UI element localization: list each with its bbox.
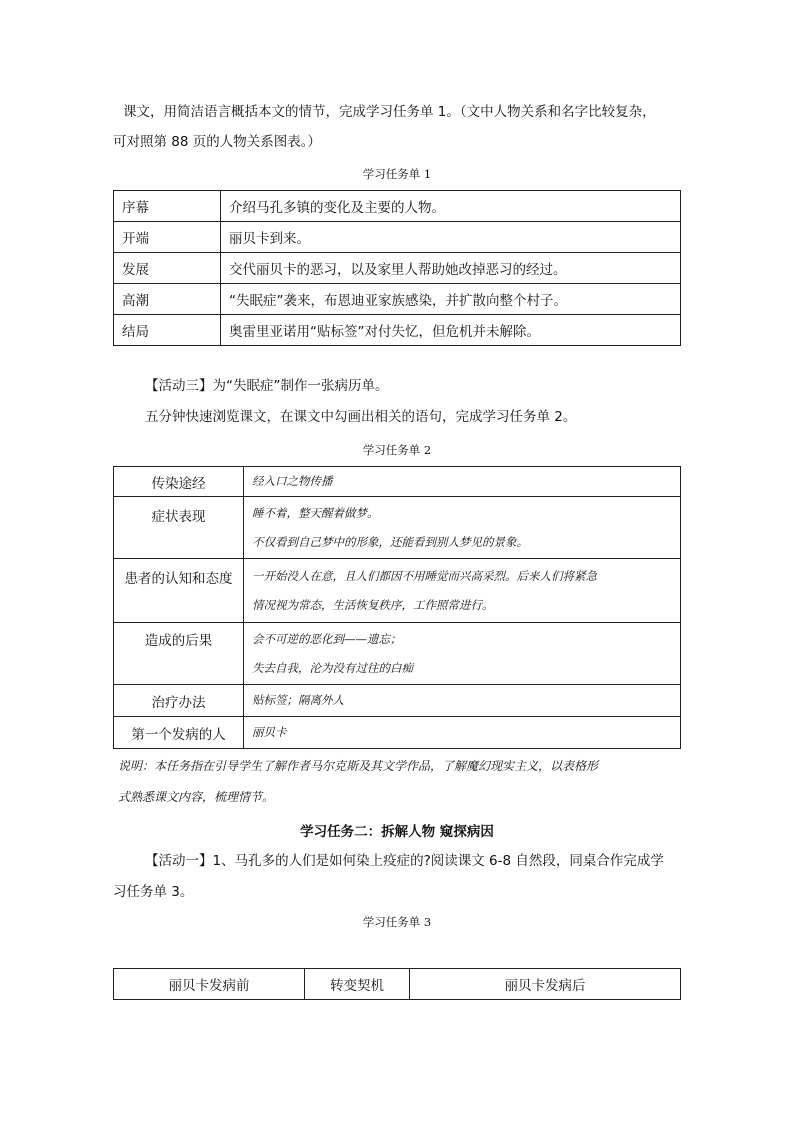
table-row: [114, 685, 681, 717]
table2-value-line: 失去自我，沦为没有过往的白痴: [252, 660, 413, 675]
table2-label: 造成的后果: [114, 623, 244, 685]
task2-heading: 学习任务二：拆解人物 窥探病因: [300, 824, 494, 840]
table1-text: 介绍马孔多镇的变化及主要的人物。: [221, 191, 681, 222]
table-row: [114, 222, 681, 253]
note-line-1: 说明：本任务指在引导学生了解作者马尔克斯及其文学作品，了解魔幻现实主义，以表格形: [118, 759, 599, 773]
table-row: [114, 315, 681, 346]
table-row: [114, 497, 681, 559]
table-row: [114, 969, 681, 1000]
table1-label: 开端: [114, 222, 221, 253]
table-row: [114, 623, 681, 685]
table2-value-line: 丽贝卡: [252, 725, 287, 740]
intro-line-2: 可对照第 88 页的人物关系图表。）: [113, 134, 322, 150]
activity1-line-1: 【活动一】1、马孔多的人们是如何染上疫症的?阅读课文 6-8 自然段，同桌合作完成学: [145, 853, 664, 869]
table2-value-line: 贴标签；隔离外人: [252, 693, 344, 708]
table2-value-line: 情况视为常态，生活恢复秩序，工作照常进行。: [252, 597, 494, 612]
table-row: [114, 467, 681, 497]
table1-text: “失眠症”袭来，布恩迪亚家族感染，并扩散向整个村子。: [221, 284, 681, 315]
activity3-title: 【活动三】为“失眠症”制作一张病历单。: [145, 378, 389, 394]
table1-text: 奥雷里亚诺用“贴标签”对付失忆，但危机并未解除。: [221, 315, 681, 346]
table1-text: 交代丽贝卡的恶习，以及家里人帮助她改掉恶习的经过。: [221, 253, 681, 284]
task-table-3: [113, 968, 681, 1000]
table2-value-line: 会不可逆的恶化到——遗忘；: [252, 631, 402, 646]
table2-label: 治疗办法: [114, 685, 244, 717]
table-row: [114, 253, 681, 284]
table-row: [114, 191, 681, 222]
activity1-line-2: 习任务单 3。: [113, 884, 194, 900]
table1-text: 丽贝卡到来。: [221, 222, 681, 253]
table1-label: 高潮: [114, 284, 221, 315]
table3-header: 转变契机: [305, 969, 410, 1000]
table2-label: 患者的认知和态度: [114, 559, 244, 623]
table1-caption: 学习任务单 1: [362, 167, 432, 181]
table2-label: 传染途经: [114, 467, 244, 497]
table-row: [114, 717, 681, 749]
table3-header: 丽贝卡发病前: [114, 969, 305, 1000]
table2-value-line: 一开始没人在意，且人们都因不用睡觉而兴高采烈。后来人们将紧急: [252, 568, 597, 583]
table1-label: 发展: [114, 253, 221, 284]
table1-label: 序幕: [114, 191, 221, 222]
table-row: [114, 559, 681, 623]
task-table-1: [113, 190, 681, 346]
table2-label: 第一个发病的人: [114, 717, 244, 749]
table3-caption: 学习任务单 3: [362, 915, 432, 929]
table2-caption: 学习任务单 2: [362, 443, 432, 457]
table2-value-line: 睡不着，整天醒着做梦。: [252, 505, 379, 520]
activity3-desc: 五分钟快速浏览课文，在课文中勾画出相关的语句，完成学习任务单 2。: [145, 409, 577, 425]
table2-label: 症状表现: [114, 497, 244, 559]
table2-value-line: 不仅看到自己梦中的形象，还能看到别人梦见的景象。: [252, 534, 528, 549]
table-row: [114, 284, 681, 315]
table3-header: 丽贝卡发病后: [410, 969, 681, 1000]
intro-line-1: 课文，用简洁语言概括本文的情节，完成学习任务单 1。（文中人物关系和名字比较复杂，: [123, 104, 656, 120]
task-table-2: [113, 466, 681, 749]
note-line-2: 式熟悉课文内容，梳理情节。: [118, 790, 275, 804]
table1-label: 结局: [114, 315, 221, 346]
table2-value-line: 经入口之物传播: [252, 474, 333, 489]
